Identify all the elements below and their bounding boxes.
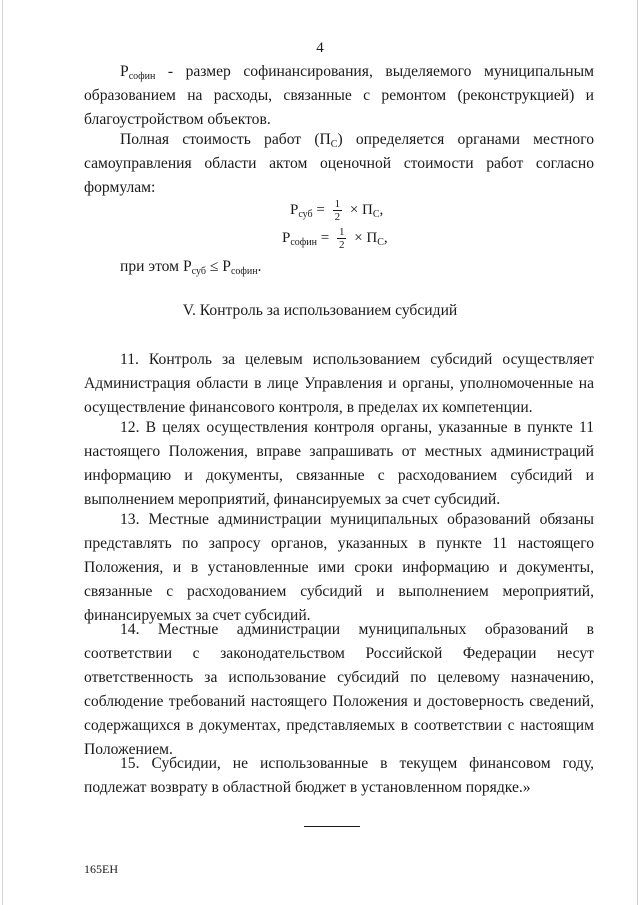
paragraph-text: 14. Местные администрации муниципальных образований в соответствии с законодательством Российской Федерации несут ответственность за использование субсидий по целевому назначению, соблюдение требований настоящего Положения и достоверность сведений, содержащихся в документах, представляемых в соответствии с настоящим Положением. [84,621,594,758]
formula-subsidy [290,198,383,223]
fraction-denominator: 2 [338,239,345,251]
definition-body: - размер софинансирования, выделяемого муниципальным образованием на расходы, связанные с ремонтом (реконструкцией) и благоустройством объектов. [84,63,594,128]
formula-condition [120,258,261,276]
body-paragraph-15 [84,752,594,800]
condition-prefix: при этом Р [120,258,192,275]
formula-rhs-sub: С [372,208,380,220]
cost-text-before: Полная стоимость работ (П [120,131,331,148]
cost-text [84,128,594,200]
body-paragraph-12 [84,416,594,512]
condition-sub-1: суб [191,266,206,277]
formula-end: , [383,229,388,246]
fraction-numerator: 1 [338,226,345,238]
condition-end: . [257,258,262,275]
formula-block [0,194,640,256]
formula-fraction [337,226,347,251]
cost-text-sub: С [330,139,338,150]
page-number: 4 [316,40,324,56]
cost-paragraph [84,128,594,200]
fraction-denominator: 2 [334,211,341,223]
formula-rhs-sub: С [377,236,384,248]
condition-sub-2: софин [230,266,258,277]
condition-operator: ≤ Р [205,258,231,275]
paragraph-text: 11. Контроль за целевым использованием субсидий осуществляет Администрация области в лице Управления и органы, уполномоченные на осуществление финансового контроля, в пределах их компетенции. [84,351,594,416]
body-paragraph-13 [84,508,594,628]
definition-text [84,60,594,132]
body-paragraph-11 [84,348,594,420]
formula-times: × П [350,229,378,246]
body-paragraph-14 [84,618,594,762]
definition-paragraph [84,60,594,132]
formula-cofinancing [282,226,388,251]
paragraph-text: 12. В целях осуществления контроля органы, указанные в пункте 11 настоящего Положения, вправе запрашивать от местных администраций информацию и документы, связанные с расходованием субсидий и выполнением мероприятий, финансируемых за счет субсидий. [84,419,594,508]
formula-lhs-sub: софин [290,236,317,248]
fraction-numerator: 1 [334,198,341,210]
scan-edge-right [637,0,638,905]
formula-eq: = [316,229,333,246]
formula-lhs: Р [282,229,291,246]
definition-symbol-sub: софин [128,71,156,82]
scan-edge-left [2,0,3,905]
closing-divider [304,826,360,827]
section-heading: V. Контроль за использованием субсидий [182,302,458,319]
document-code: 165ЕН [84,862,118,876]
formula-eq: = [312,201,329,218]
formula-fraction [333,198,343,223]
paragraph-text: 15. Субсидии, не использованные в текущем финансовом году, подлежат возврату в областной бюджет в установленном порядке.» [84,755,594,796]
formula-lhs-sub: суб [298,208,313,220]
cost-text-after: ) определяется органами местного самоуправления области актом оценочной стоимости работ согласно формулам: [84,131,594,196]
definition-symbol: P [120,63,129,80]
formula-times: × П [346,201,373,218]
formula-end: , [379,201,384,218]
formula-lhs: Р [290,201,299,218]
paragraph-text: 13. Местные администрации муниципальных образований обязаны представлять по запросу органов, указанных в пункте 11 настоящего Положения, и в установленные ими сроки информацию и документы, связанные с расходованием субсидий и выполнением мероприятий, финансируемых за счет субсидий. [84,511,594,624]
